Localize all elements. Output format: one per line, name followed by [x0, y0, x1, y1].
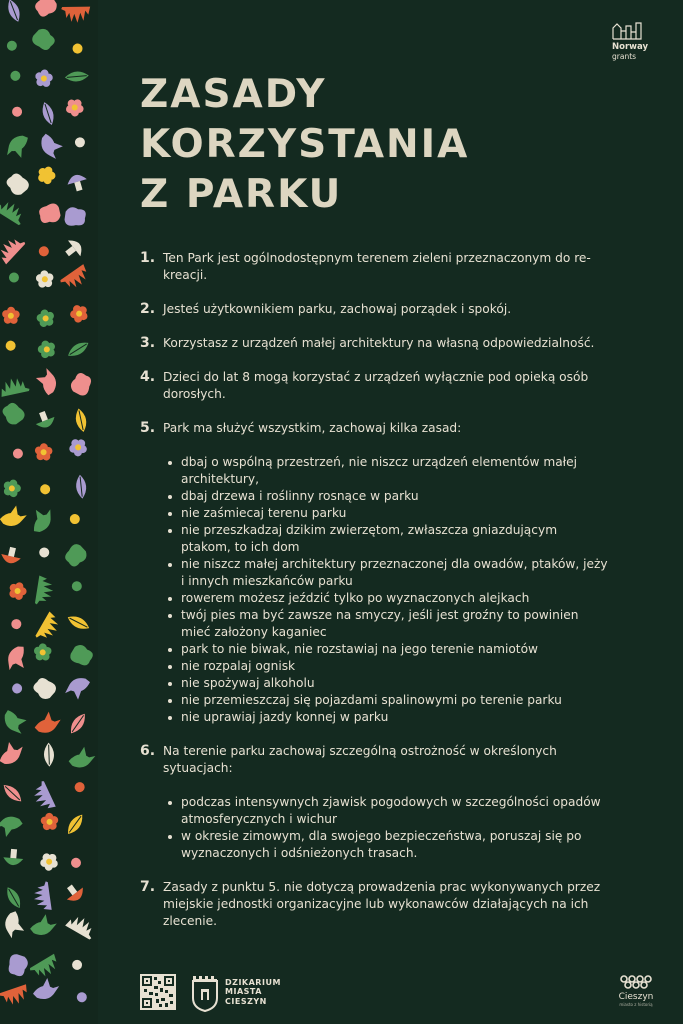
blob-icon — [31, 675, 59, 702]
rule-item — [140, 369, 610, 403]
flower-icon — [34, 441, 55, 462]
hedgehog-icon — [0, 984, 31, 1009]
rule-item — [140, 250, 610, 284]
sublist-item: nie niszcz małej architektury przeznaczonej dla owadów, ptaków, jeży i innych mieszkańców parku — [163, 556, 610, 590]
cieszyn-logo — [612, 974, 660, 1007]
circle-icon — [37, 245, 51, 259]
rule-item — [140, 335, 610, 352]
rule-sublist — [163, 454, 610, 726]
mushroom-icon — [0, 545, 23, 565]
leaf-icon — [65, 613, 91, 633]
bird-icon — [0, 814, 24, 839]
leaf-icon — [65, 339, 91, 360]
rule-number: 3. — [140, 335, 156, 351]
norway-grants-logo — [612, 22, 660, 61]
blob-icon — [0, 400, 27, 427]
sublist-item: nie spożywaj alkoholu — [163, 675, 610, 692]
hedgehog-icon — [0, 375, 30, 397]
blob-icon — [64, 206, 87, 227]
circle-icon — [9, 617, 23, 631]
rule-item — [140, 743, 610, 862]
sublist-item: dbaj drzewa i roślinny rosnące w parku — [163, 488, 610, 505]
bird-icon — [68, 745, 96, 769]
sublist-item: nie przemieszczaj się pojazdami spalinowymi po terenie parku — [163, 692, 610, 709]
blob-icon — [68, 642, 95, 668]
flower-icon — [33, 267, 57, 291]
bird-icon — [0, 503, 28, 528]
leaf-icon — [40, 101, 57, 127]
bird-icon — [33, 978, 59, 1000]
cieszyn-tagline: miasto z historią — [619, 1002, 653, 1007]
hedgehog-icon — [0, 232, 26, 264]
hedgehog-icon — [32, 881, 52, 912]
norway-logo-line2: grants — [612, 52, 637, 61]
dzikarium-logo — [190, 972, 281, 1012]
leaf-icon — [64, 812, 86, 837]
flower-icon — [2, 306, 20, 324]
circle-icon — [73, 135, 87, 149]
flower-icon — [62, 95, 86, 119]
sublist-item: podczas intensywnych zjawisk pogodowych w szczególności opadów atmosferycznych i wichur — [163, 794, 610, 828]
hedgehog-icon — [29, 780, 56, 813]
circle-icon — [69, 513, 81, 525]
mushroom-icon — [61, 880, 87, 905]
rule-number: 1. — [140, 250, 156, 266]
dzik-line: DZIKARIUM — [225, 977, 281, 987]
leaf-icon — [64, 70, 89, 82]
flower-icon — [35, 308, 56, 328]
rule-number: 4. — [140, 369, 156, 385]
bird-icon — [30, 913, 58, 937]
flower-icon — [36, 165, 57, 186]
sublist-item: nie przeszkadzaj dzikim zwierzętom, zwłaszcza gniazdującym ptakom, to ich dom — [163, 522, 610, 556]
blob-icon — [30, 26, 58, 54]
flower-icon — [66, 435, 90, 459]
hedgehog-icon — [60, 264, 93, 294]
decorative-pattern-strip — [0, 0, 98, 1024]
rules-list — [140, 250, 610, 947]
leaf-icon — [44, 743, 55, 767]
rule-item — [140, 420, 610, 726]
rule-number: 7. — [140, 879, 156, 895]
circle-icon — [73, 780, 86, 793]
cieszyn-dots-icon — [616, 974, 656, 990]
leaf-icon — [3, 885, 24, 911]
bird-icon — [25, 503, 58, 535]
hedgehog-icon — [35, 575, 55, 606]
leaf-icon — [75, 474, 87, 499]
sublist-item: nie uprawiaj jazdy konnej w parku — [163, 709, 610, 726]
flower-icon — [35, 337, 59, 361]
circle-icon — [10, 105, 24, 119]
circle-icon — [6, 40, 17, 51]
bird-icon — [35, 712, 61, 733]
hedgehog-icon — [65, 912, 98, 940]
bird-icon — [3, 707, 29, 737]
flower-icon — [67, 301, 91, 325]
circle-icon — [7, 271, 20, 284]
page-title — [140, 70, 560, 220]
circle-icon — [70, 579, 84, 593]
rule-text: Ten Park jest ogólnodostępnym terenem zieleni przeznaczonym do re-kreacji. — [163, 251, 591, 282]
cieszyn-name: Cieszyn — [618, 992, 654, 1002]
bird-icon — [2, 133, 34, 163]
title-line: KORZYSTANIA — [140, 122, 470, 167]
flower-icon — [7, 581, 28, 602]
sublist-item: twój pies ma być zawsze na smyczy, jeśli jest groźny to powinien mieć założony kaganiec — [163, 607, 610, 641]
qr-code[interactable] — [140, 974, 176, 1010]
leaf-icon — [67, 711, 89, 736]
flower-icon — [0, 476, 23, 500]
flower-icon — [38, 851, 59, 872]
mushroom-icon — [61, 236, 86, 262]
rule-text: Dzieci do lat 8 mogą korzystać z urządzeń wyłącznie pod opieką osób dorosłych. — [163, 370, 589, 401]
norway-logo-line1: Norway — [612, 42, 649, 52]
sublist-item: park to nie biwak, nie rozstawiaj na jego terenie namiotów — [163, 641, 610, 658]
hedgehog-icon — [0, 197, 28, 226]
rule-item — [140, 301, 610, 318]
blob-icon — [4, 170, 31, 198]
leaf-icon — [5, 0, 23, 24]
bird-icon — [0, 739, 26, 766]
hedgehog-icon — [29, 954, 62, 983]
dzik-line: CIESZYN — [225, 996, 267, 1006]
rule-sublist — [163, 794, 610, 862]
blob-icon — [32, 0, 59, 19]
flower-icon — [38, 810, 62, 834]
bird-icon — [64, 677, 92, 701]
leaf-icon — [0, 781, 24, 805]
circle-icon — [71, 42, 84, 55]
rule-number: 5. — [140, 420, 156, 436]
mushroom-icon — [66, 172, 90, 193]
title-line: ZASADY — [140, 72, 327, 117]
mushroom-icon — [3, 848, 24, 866]
circle-icon — [11, 447, 25, 461]
circle-icon — [75, 991, 88, 1004]
castle-crest-icon — [190, 972, 220, 1012]
flower-icon — [34, 68, 54, 87]
circle-icon — [5, 340, 17, 352]
circle-icon — [11, 682, 24, 695]
rule-text: Na terenie parku zachowaj szczególną ostrożność w określonych sytuacjach: — [163, 744, 557, 775]
mushroom-icon — [33, 409, 57, 431]
sublist-item: nie rozpalaj ognisk — [163, 658, 610, 675]
rule-number: 2. — [140, 301, 156, 317]
sublist-item: w okresie zimowym, dla swojego bezpieczeństwa, poruszaj się po wyznaczonych i odśnieżonych trasach. — [163, 828, 610, 862]
flower-icon — [34, 643, 52, 660]
rule-text: Korzystasz z urządzeń małej architektury na własną odpowiedzialność. — [163, 336, 595, 350]
circle-icon — [69, 856, 82, 869]
sublist-item: nie zaśmiecaj terenu parku — [163, 505, 610, 522]
circle-icon — [70, 958, 83, 971]
bird-icon — [33, 366, 59, 396]
rule-text: Park ma służyć wszystkim, zachowaj kilka zasad: — [163, 421, 462, 435]
rule-text: Jesteś użytkownikiem parku, zachowaj porządek i spokój. — [163, 302, 512, 316]
circle-icon — [39, 547, 50, 558]
bird-icon — [1, 643, 34, 676]
hedgehog-icon — [35, 611, 63, 644]
flora-fauna-pattern — [0, 0, 98, 1024]
circle-icon — [9, 69, 22, 82]
leaf-icon — [74, 407, 89, 433]
blob-icon — [62, 542, 90, 570]
rule-text: Zasady z punktu 5. nie dotyczą prowadzenia prac wykonywanych przez miejskie jednostki organizacyjne lub wykonawców działających na ich zlecenie. — [163, 880, 601, 928]
title-line: Z PARKU — [140, 172, 343, 217]
sublist-item: dbaj o wspólną przestrzeń, nie niszcz urządzeń elementów małej architektury, — [163, 454, 610, 488]
rule-number: 6. — [140, 743, 156, 759]
blob-icon — [6, 953, 30, 978]
rule-item — [140, 879, 610, 930]
norway-grants-icon — [612, 22, 642, 40]
blob-icon — [38, 202, 62, 224]
circle-icon — [38, 482, 52, 496]
sublist-item: rowerem możesz jeździć tylko po wyznaczonych alejkach — [163, 590, 610, 607]
bird-icon — [0, 909, 30, 941]
dzik-line: MIASTA — [225, 987, 262, 997]
hedgehog-icon — [61, 7, 90, 24]
bird-icon — [41, 132, 64, 160]
blob-icon — [68, 371, 94, 398]
